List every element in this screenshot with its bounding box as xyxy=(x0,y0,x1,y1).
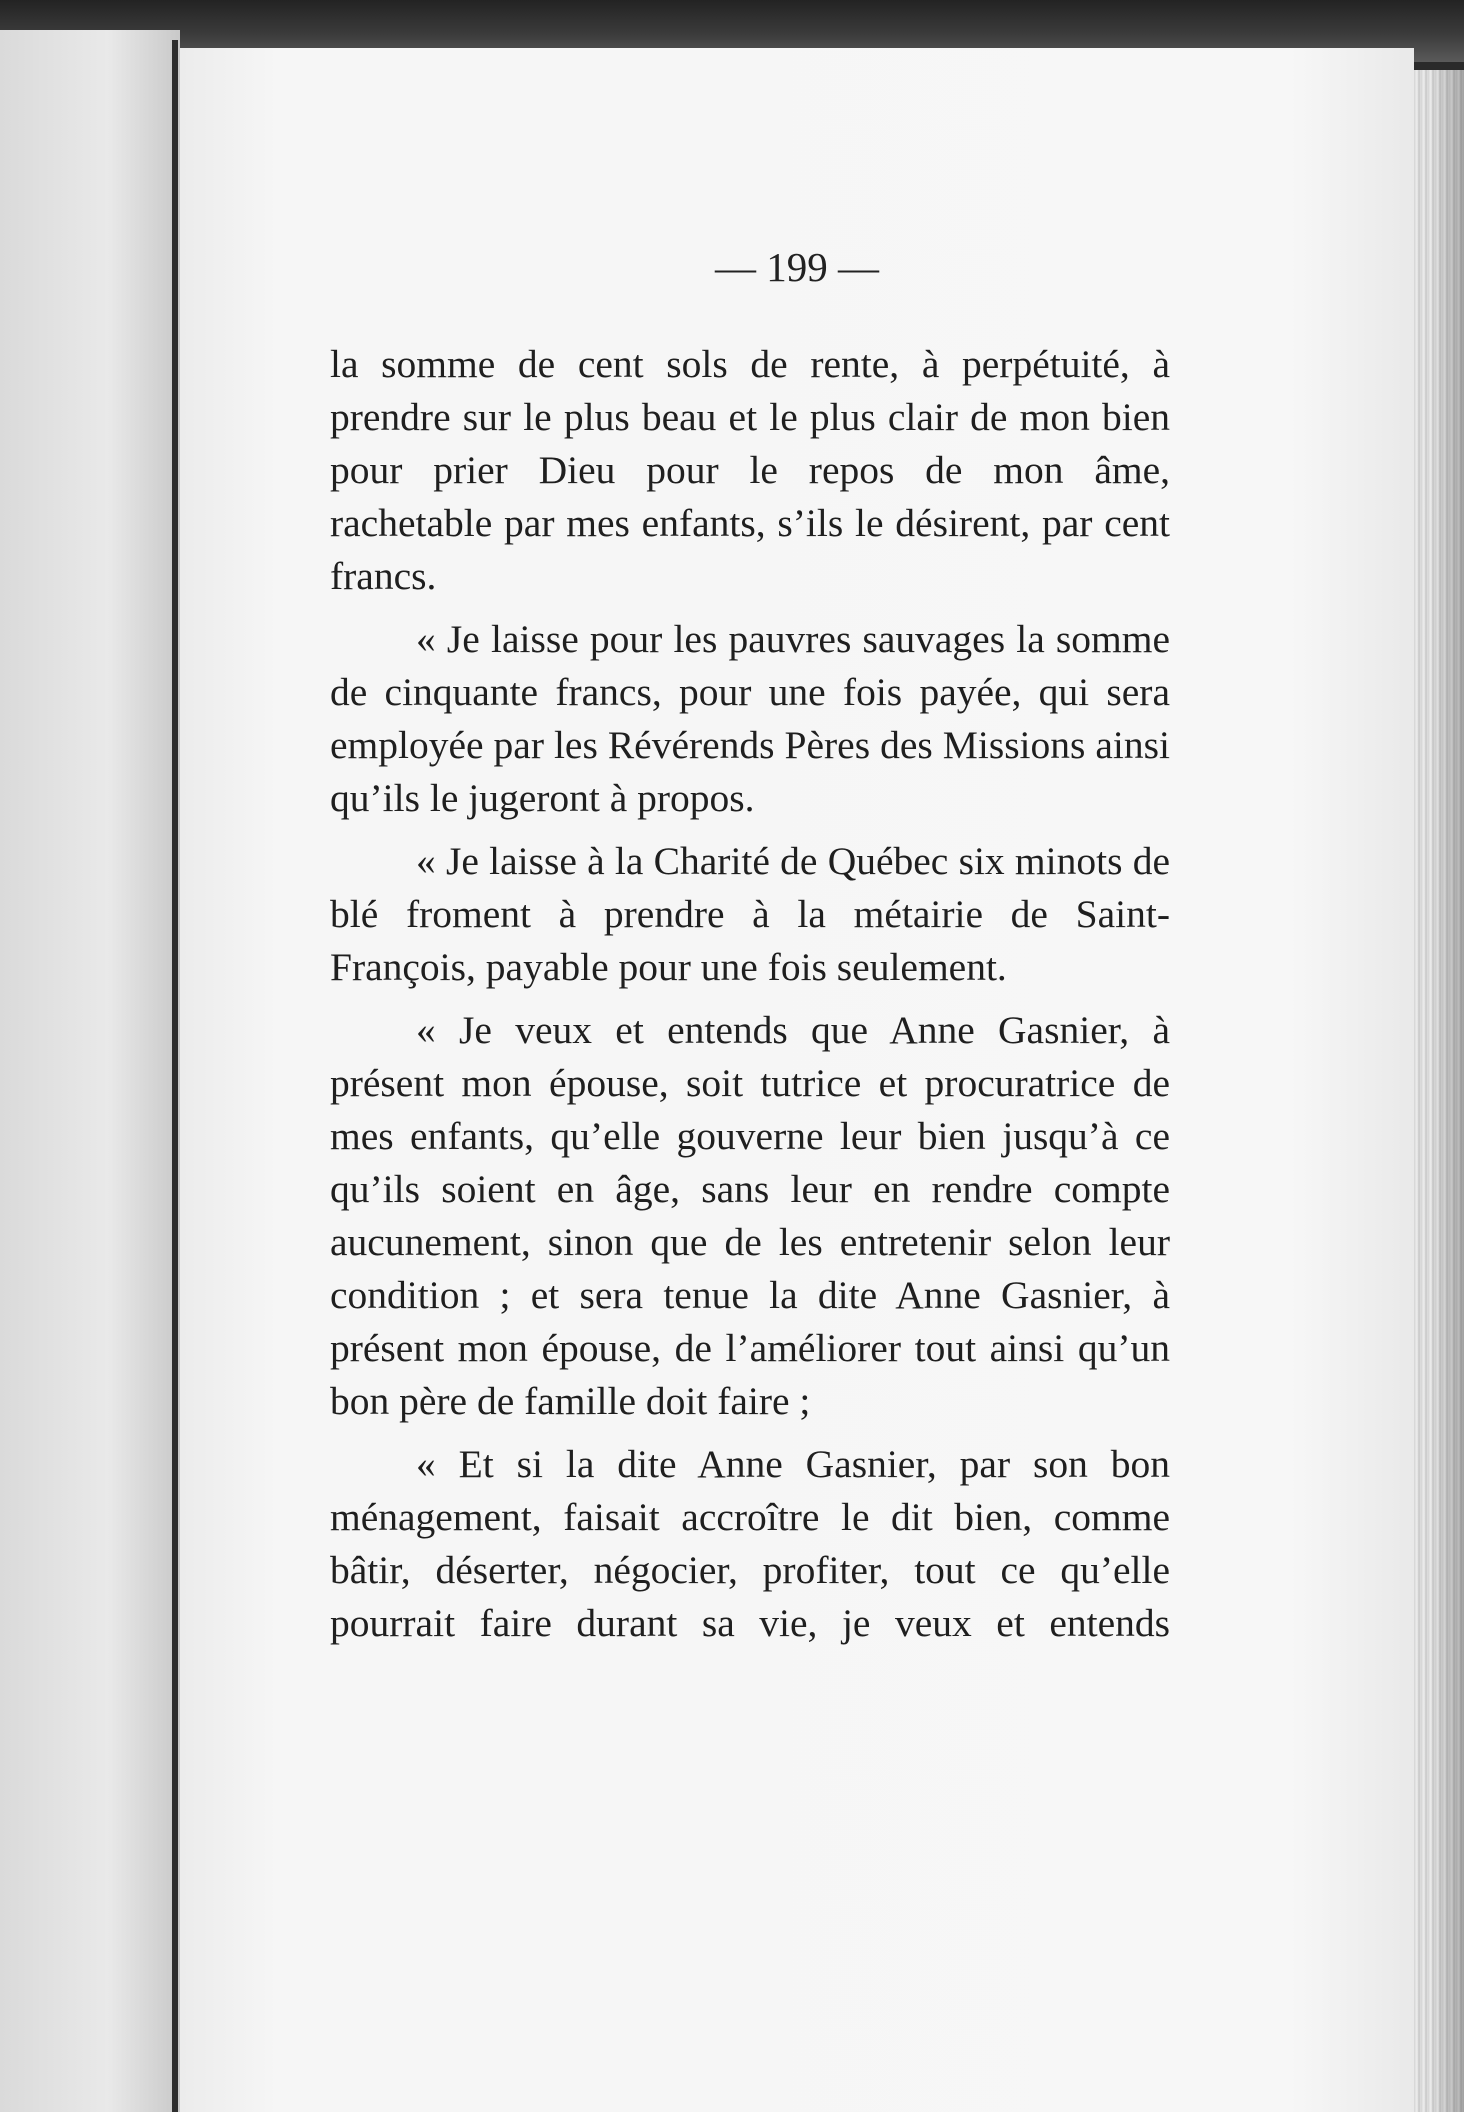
paragraph-5: « Et si la dite Anne Gasnier, par son bon ménagement, faisait accroître le dit bien, comme bâtir, déserter, négocier, profiter, tout ce qu’elle pourrait faire durant sa vie, je veux et entends xyxy=(330,1442,1170,1645)
book-page xyxy=(180,48,1414,2112)
page-text xyxy=(330,338,1170,1660)
page-number: — 199 — xyxy=(715,244,879,290)
book-gutter xyxy=(172,40,178,2112)
paragraph-4: « Je veux et entends que Anne Gasnier, à présent mon épouse, soit tutrice et procuratrice de mes enfants, qu’elle gouverne leur bien jusqu’à ce qu’ils soient en âge, sans leur en rendre compte aucunement, sinon que de les entretenir selon leur condition ; et sera tenue la dite Anne Gasnier, à présent mon épouse, de l’améliorer tout ainsi qu’un bon père de famille doit faire ; xyxy=(330,1008,1170,1423)
paragraph-3: « Je laisse à la Charité de Québec six minots de blé froment à prendre à la métairie de Saint-François, payable pour une fois seulement. xyxy=(330,839,1170,989)
facing-page-edge xyxy=(0,30,180,2112)
paragraph-2: « Je laisse pour les pauvres sauvages la somme de cinquante francs, pour une fois payée, qui sera employée par les Révérends Pères des Missions ainsi qu’ils le jugeront à propos. xyxy=(330,617,1170,820)
paragraph-1: la somme de cent sols de rente, à perpétuité, à prendre sur le plus beau et le plus clair de mon bien pour prier Dieu pour le repos de mon âme, rachetable par mes enfants, s’ils le désirent, par cent francs. xyxy=(330,342,1170,598)
page-stack-shadow xyxy=(1430,70,1464,2112)
